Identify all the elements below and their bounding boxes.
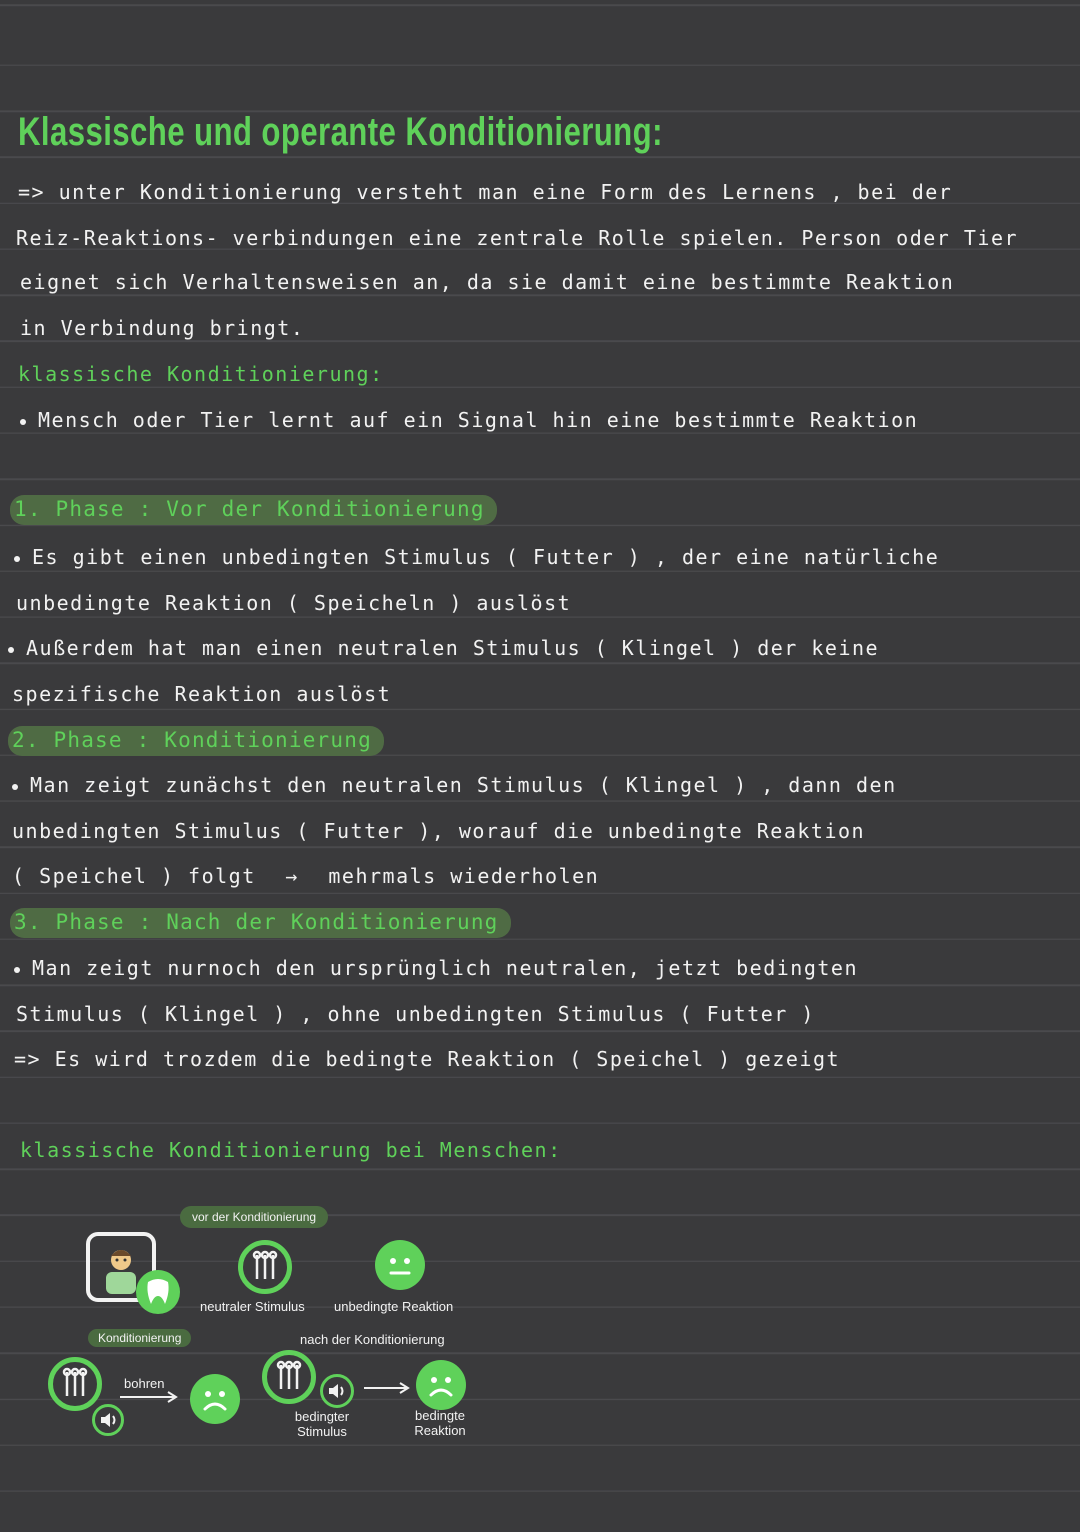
drill-icon	[48, 1357, 102, 1411]
neutral-face-icon	[375, 1240, 425, 1290]
intro-line-4: in Verbindung bringt.	[20, 316, 305, 340]
bullet-icon	[12, 784, 18, 790]
phase-1-bullet-2-line-1: Außerdem hat man einen neutralen Stimulus ( Klingel ) der keine	[8, 636, 879, 660]
intro-line-1: => unter Konditionierung versteht man eine Form des Lernens , bei der	[18, 180, 953, 204]
arrow-icon	[118, 1390, 180, 1404]
phase-2-label: 2. Phase : Konditionierung	[8, 726, 384, 756]
phase-2-line-3: ( Speichel ) folgt → mehrmals wiederholen	[12, 864, 600, 888]
conditioned-stimulus-label: bedingter Stimulus	[294, 1409, 350, 1439]
conditioned-response-label: bedingte Reaktion	[414, 1408, 466, 1438]
phase-1-label: 1. Phase : Vor der Konditionierung	[10, 495, 497, 525]
bullet-icon	[14, 967, 20, 973]
implies-arrow: =>	[14, 1047, 42, 1071]
phase-1-bullet-1-line-2: unbedingte Reaktion ( Speicheln ) auslöst	[16, 591, 572, 615]
classic-heading: klassische Konditionierung:	[18, 362, 384, 386]
phase-3-line-1: Man zeigt nurnoch den ursprünglich neutralen, jetzt bedingten	[14, 956, 858, 980]
drill-icon	[262, 1350, 316, 1404]
arrow-icon	[362, 1381, 412, 1395]
before-conditioning-pill: vor der Konditionierung	[180, 1206, 328, 1228]
conditioning-pill: Konditionierung	[88, 1329, 191, 1347]
implies-arrow: =>	[18, 180, 46, 204]
intro-line-3: eignet sich Verhaltensweisen an, da sie damit eine bestimmte Reaktion	[20, 270, 955, 294]
drill-label: bohren	[124, 1376, 165, 1391]
unconditioned-response-label: unbedingte Reaktion	[334, 1299, 454, 1314]
phase-2-line-1: Man zeigt zunächst den neutralen Stimulus ( Klingel ) , dann den	[12, 773, 897, 797]
phase-3-line-2: Stimulus ( Klingel ) , ohne unbedingten Stimulus ( Futter )	[16, 1002, 815, 1026]
phase-1-bullet-2-line-2: spezifische Reaktion auslöst	[12, 682, 392, 706]
drill-icon	[238, 1240, 292, 1294]
intro-line-2: Reiz-Reaktions- verbindungen eine zentrale Rolle spielen. Person oder Tier	[16, 226, 1019, 250]
speaker-icon	[92, 1404, 124, 1436]
after-conditioning-label: nach der Konditionierung	[300, 1332, 445, 1347]
speaker-icon	[320, 1374, 354, 1408]
tooth-icon	[136, 1270, 180, 1314]
phase-1-bullet-1-line-1: Es gibt einen unbedingten Stimulus ( Futter ) , der eine natürliche	[14, 545, 939, 569]
bullet-icon	[8, 647, 14, 653]
neutral-stimulus-label: neutraler Stimulus	[200, 1299, 305, 1314]
sad-face-icon	[416, 1360, 466, 1410]
sad-face-icon	[190, 1374, 240, 1424]
phase-3-label: 3. Phase : Nach der Konditionierung	[10, 908, 511, 938]
page-title: Klassische und operante Konditionierung:	[18, 110, 663, 154]
phase-3-line-3: => Es wird trozdem die bedingte Reaktion ( Speichel ) gezeigt	[14, 1047, 841, 1071]
classic-bullet: Mensch oder Tier lernt auf ein Signal hin eine bestimmte Reaktion	[20, 408, 918, 432]
humans-heading: klassische Konditionierung bei Menschen:	[20, 1138, 562, 1162]
phase-2-line-2: unbedingten Stimulus ( Futter ), worauf die unbedingte Reaktion	[12, 819, 866, 843]
bullet-icon	[14, 556, 20, 562]
bullet-icon	[20, 419, 26, 425]
right-arrow-icon: →	[285, 864, 299, 888]
